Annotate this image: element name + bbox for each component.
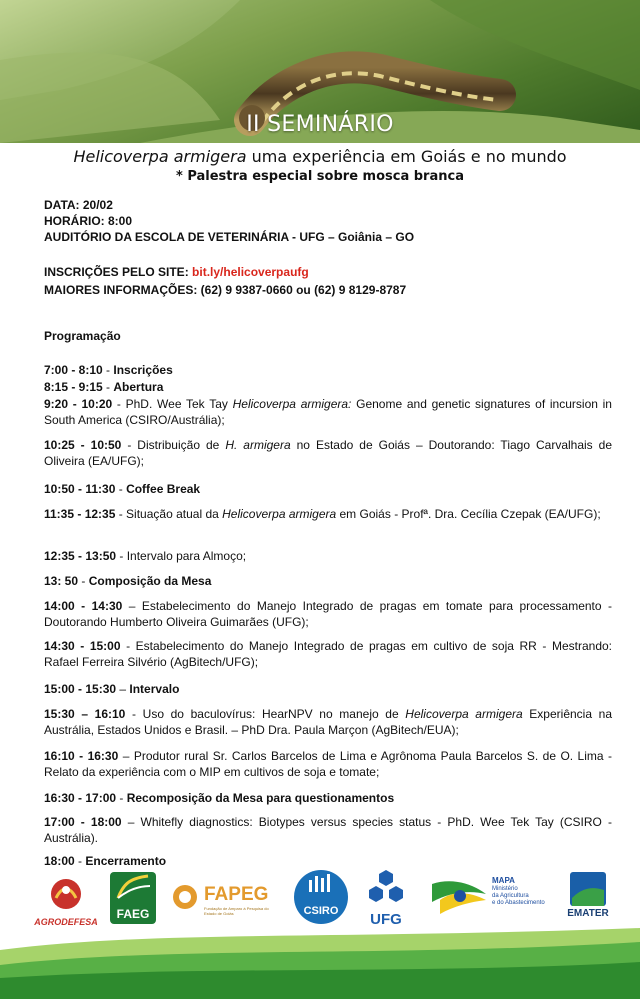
program-item: 10:50 - 11:30 - Coffee Break	[44, 482, 201, 496]
mapa-logo	[430, 876, 550, 926]
program-item: 17:00 - 18:00 – Whitefly diagnostics: Biotypes versus species status - PhD. Wee Tek Tay (CSIRO - Austrália).	[44, 815, 612, 845]
csiro-logo	[294, 870, 348, 924]
fapeg-name: FAPEG	[204, 884, 269, 905]
program-item: 15:30 – 16:10 - Uso do baculovírus: HearNPV no manejo de Helicoverpa armigera Experiência na Austrália, Estados Unidos e Brasil. – PhD Dra. Paula Marçon (AgBitech/EUA);	[44, 707, 612, 737]
event-date: DATA: 20/02	[44, 198, 113, 212]
header-banner	[0, 0, 640, 143]
csiro-name: CSIRO	[303, 905, 339, 917]
event-time: HORÁRIO: 8:00	[44, 214, 133, 228]
program-item: 7:00 - 8:10 - Inscrições	[44, 363, 173, 377]
program-item: 11:35 - 12:35 - Situação atual da Helicoverpa armigera em Goiás - Profª. Dra. Cecília Czepak (EA/UFG);	[44, 507, 601, 521]
fapeg-sun-icon	[170, 882, 200, 912]
agrodefesa-name: AGRODEFESA	[34, 917, 98, 927]
ufg-hexagon-icon	[362, 868, 410, 906]
subtitle-species: Helicoverpa armigera	[73, 147, 247, 166]
program-item: 18:00 - Encerramento	[44, 854, 167, 868]
seminar-title: II SEMINÁRIO	[246, 112, 394, 137]
ufg-logo	[362, 868, 410, 928]
agrodefesa-emblem-icon	[34, 876, 98, 912]
special-lecture-note: * Palestra especial sobre mosca branca	[176, 169, 464, 184]
program-item: 12:35 - 13:50 - Intervalo para Almoço;	[44, 549, 247, 563]
fapeg-logo	[170, 882, 282, 922]
signup-label: INSCRIÇÕES PELO SITE:	[44, 265, 189, 279]
faeg-logo	[110, 872, 156, 924]
fapeg-subtitle: Fundação de Amparo à Pesquisa do Estado de Goiás	[204, 906, 269, 916]
ufg-name: UFG	[370, 911, 402, 928]
program-item: 16:10 - 16:30 – Produtor rural Sr. Carlos Barcelos de Lima e Agrônoma Paula Barcelos S. de O. Lima - Relato da experiência com o MIP em cultivos de soja e tomate;	[44, 749, 613, 779]
sponsor-logos	[0, 868, 640, 938]
program-item: 16:30 - 17:00 - Recomposição da Mesa para questionamentos	[44, 791, 395, 805]
subtitle-rest: uma experiência em Goiás e no mundo	[246, 147, 567, 166]
emater-logo	[560, 872, 616, 928]
contact-info: MAIORES INFORMAÇÕES: (62) 9 9387-0660 ou (62) 9 8129-8787	[44, 283, 407, 297]
program-item: 15:00 - 15:30 – Intervalo	[44, 682, 180, 696]
faeg-wheat-icon	[110, 872, 156, 902]
signup-line	[44, 265, 309, 279]
emater-name: EMATER	[567, 908, 609, 919]
signup-link[interactable]: bit.ly/helicoverpaufg	[192, 265, 309, 279]
mapa-name: MAPA	[492, 876, 515, 885]
program-item: 9:20 - 10:20 - PhD. Wee Tek Tay Helicoverpa armigera: Genome and genetic signatures of incursion in South America (CSIRO/Austrália);	[44, 397, 612, 427]
csiro-wave-icon	[294, 870, 348, 900]
program-item: 8:15 - 9:15 - Abertura	[44, 380, 164, 394]
program-item: 14:30 - 15:00 - Estabelecimento do Manejo Integrado de pragas em cultivo de soja RR - Mestrando: Rafael Ferreira Silvério (AgBitech/UFG);	[44, 639, 612, 669]
emater-emblem-icon	[570, 872, 606, 906]
event-venue: AUDITÓRIO DA ESCOLA DE VETERINÁRIA - UFG – Goiânia – GO	[44, 230, 415, 244]
program-item: 14:00 - 14:30 – Estabelecimento do Manejo Integrado de pragas em tomate para processamento - Doutorando Humberto Oliveira Guimarães (UFG);	[44, 599, 613, 629]
program-heading: Programação	[44, 329, 121, 343]
agrodefesa-logo	[34, 876, 98, 926]
seminar-subtitle	[0, 147, 640, 166]
faeg-name: FAEG	[116, 907, 150, 921]
mapa-ministry: Ministério da Agricultura e do Abastecimento	[492, 886, 545, 906]
program-item: 10:25 - 10:50 - Distribuição de H. armigera no Estado de Goiás – Doutorando: Tiago Carvalhais de Oliveira (EA/UFG);	[44, 438, 613, 468]
brazil-flag-icon	[430, 876, 488, 916]
program-item: 13: 50 - Composição da Mesa	[44, 574, 212, 588]
